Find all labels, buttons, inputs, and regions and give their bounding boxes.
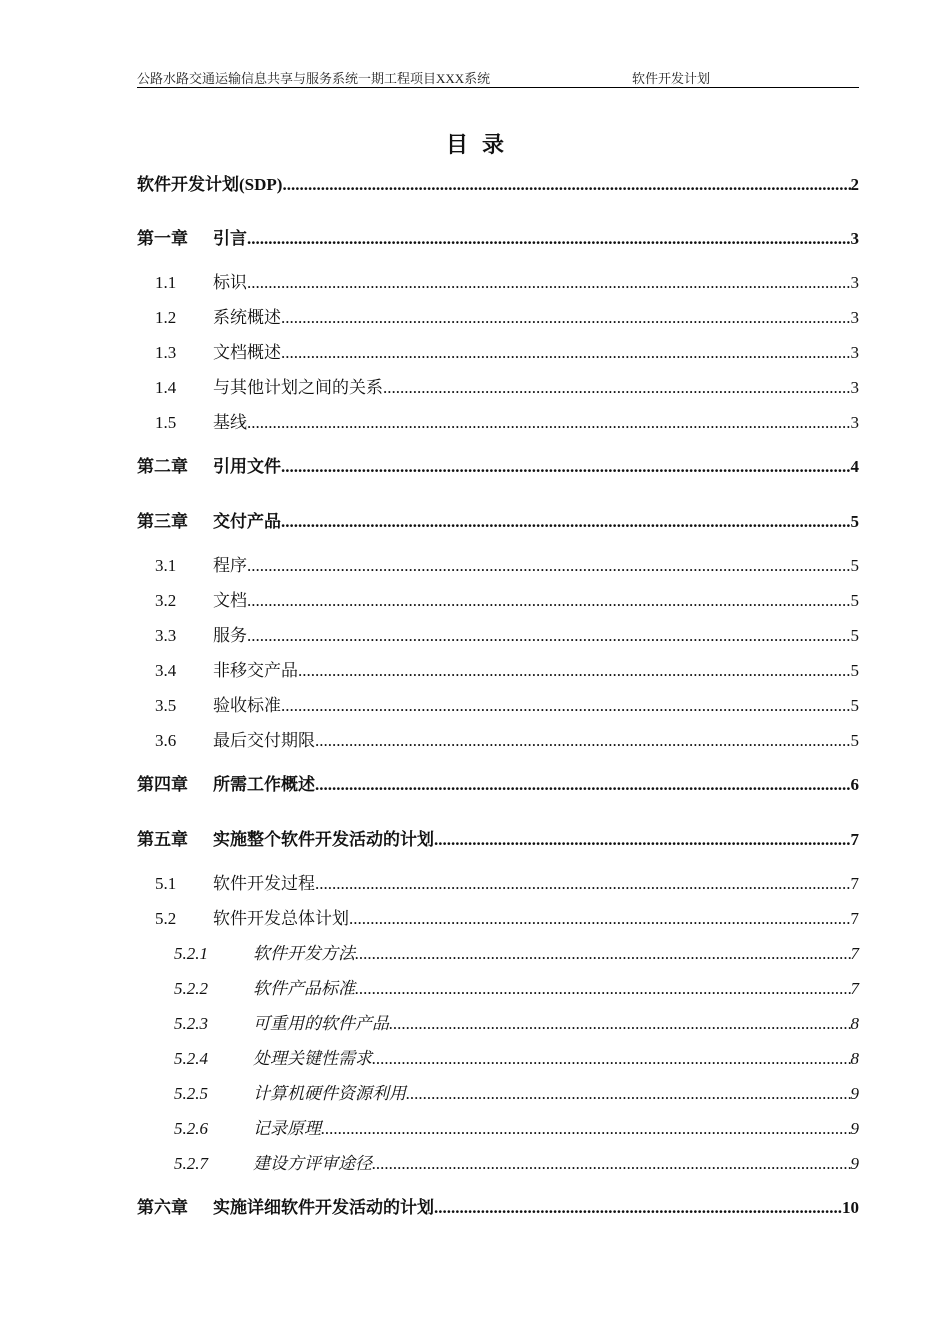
toc-entry-page: 6: [850, 775, 859, 794]
toc-entry[interactable]: [137, 268, 859, 294]
toc-leader-dots: [247, 591, 851, 611]
toc-entry-page: 7: [850, 979, 859, 998]
toc-entry-number: 3.5: [155, 696, 177, 715]
running-header-project: 公路水路交通运输信息共享与服务系统一期工程项目XXX系统: [137, 71, 491, 86]
toc-entry-number: 第五章: [137, 830, 188, 849]
toc-entry-label: 程序: [213, 556, 247, 575]
toc-entry-label: 实施详细软件开发活动的计划: [213, 1198, 434, 1217]
toc-entry-number: 3.4: [155, 661, 177, 680]
toc-entry-label: 系统概述: [213, 308, 281, 327]
toc-entry[interactable]: [137, 303, 859, 329]
toc-entry-number: 1.2: [155, 308, 177, 327]
toc-entry[interactable]: [137, 551, 859, 577]
toc-entry-label: 标识: [213, 273, 247, 292]
toc-entry-label: 引用文件: [213, 457, 281, 476]
toc-title: 目录: [445, 132, 518, 157]
toc-entry-number: 5.2: [155, 909, 177, 928]
toc-entry[interactable]: [137, 691, 859, 717]
toc-entry-number: 第六章: [137, 1198, 188, 1217]
toc-leader-dots: [282, 175, 850, 195]
toc-entry[interactable]: [137, 869, 859, 895]
toc-leader-dots: [247, 556, 851, 576]
toc-entry[interactable]: [137, 770, 859, 796]
toc-entry-number: 第三章: [137, 512, 188, 531]
toc-leader-dots: [434, 1198, 842, 1218]
toc-entry[interactable]: [137, 224, 859, 250]
toc-entry[interactable]: [137, 1009, 859, 1035]
toc-entry[interactable]: [137, 904, 859, 930]
toc-entry-number: 第一章: [137, 229, 188, 248]
toc-entry-label: 文档: [213, 591, 247, 610]
toc-entry-label: 所需工作概述: [213, 775, 315, 794]
toc-entry[interactable]: [137, 1079, 859, 1105]
toc-leader-dots: [281, 696, 851, 716]
toc-leader-dots: [355, 979, 851, 999]
toc-entry-label: 服务: [213, 626, 247, 645]
toc-entry-number: 5.2.4: [174, 1049, 208, 1068]
toc-entry-page: 3: [850, 229, 859, 248]
toc-entry-number: 3.1: [155, 556, 177, 575]
toc-entry-number: 1.5: [155, 413, 177, 432]
toc-entry-page: 8: [850, 1049, 859, 1068]
toc-entry-label: 软件开发总体计划: [213, 909, 349, 928]
header-rule: [137, 87, 859, 88]
toc-leader-dots: [383, 378, 851, 398]
toc-entry-number: 3.3: [155, 626, 177, 645]
toc-entry-page: 5: [850, 661, 859, 680]
toc-entry[interactable]: [137, 1114, 859, 1140]
toc-entry-page: 9: [850, 1084, 859, 1103]
toc-entry[interactable]: [137, 656, 859, 682]
toc-leader-dots: [315, 731, 851, 751]
toc-entry-number: 5.1: [155, 874, 177, 893]
toc-entry-label: 可重用的软件产品: [253, 1014, 389, 1033]
toc-entry-number: 3.6: [155, 731, 177, 750]
toc-entry-label: 与其他计划之间的关系: [213, 378, 383, 397]
toc-entry-page: 5: [850, 731, 859, 750]
toc-entry-page: 7: [850, 944, 859, 963]
toc-entry-number: 1.4: [155, 378, 177, 397]
toc-entry[interactable]: [137, 408, 859, 434]
toc-entry-label: 软件开发计划(SDP): [137, 175, 283, 194]
toc-entry-label: 记录原理: [253, 1119, 321, 1138]
toc-entry[interactable]: [137, 507, 859, 533]
toc-leader-dots: [389, 1014, 851, 1034]
toc-leader-dots: [247, 413, 851, 433]
toc-entry-label: 非移交产品: [213, 661, 298, 680]
toc-leader-dots: [281, 343, 851, 363]
toc-entry-page: 2: [850, 175, 859, 194]
toc-entry-page: 3: [850, 343, 859, 362]
toc-entry-label: 软件开发方法: [253, 944, 355, 963]
toc-entry-number: 5.2.7: [174, 1154, 208, 1173]
toc-entry[interactable]: [137, 1193, 859, 1219]
toc-entry-page: 3: [850, 413, 859, 432]
toc-entry-label: 建设方评审途径: [253, 1154, 372, 1173]
toc-entry-page: 5: [850, 512, 859, 531]
toc-leader-dots: [298, 661, 851, 681]
toc-leader-dots: [406, 1084, 851, 1104]
toc-entry-page: 3: [850, 378, 859, 397]
toc-leader-dots: [315, 775, 851, 795]
toc-entry-page: 7: [850, 874, 859, 893]
toc-entry[interactable]: [137, 452, 859, 478]
toc-entry[interactable]: [137, 939, 859, 965]
toc-entry-number: 5.2.6: [174, 1119, 208, 1138]
toc-leader-dots: [321, 1119, 851, 1139]
toc-entry-page: 8: [850, 1014, 859, 1033]
toc-leader-dots: [247, 626, 851, 646]
toc-entry-page: 5: [850, 626, 859, 645]
toc-entry[interactable]: [137, 170, 859, 196]
toc-leader-dots: [315, 874, 851, 894]
toc-entry-page: 5: [850, 591, 859, 610]
toc-entry-number: 5.2.1: [174, 944, 208, 963]
toc-leader-dots: [281, 457, 851, 477]
toc-leader-dots: [372, 1049, 851, 1069]
toc-entry-label: 基线: [213, 413, 247, 432]
toc-entry-label: 交付产品: [213, 512, 281, 531]
toc-entry-page: 4: [850, 457, 859, 476]
toc-entry-label: 软件开发过程: [213, 874, 315, 893]
toc-entry-label: 引言: [213, 229, 247, 248]
toc-entry-page: 5: [850, 696, 859, 715]
toc-entry-page: 10: [842, 1198, 859, 1217]
toc-entry[interactable]: [137, 586, 859, 612]
toc-entry-page: 7: [850, 909, 859, 928]
toc-entry-number: 5.2.5: [174, 1084, 208, 1103]
toc-entry[interactable]: [137, 825, 859, 851]
toc-entry-number: 第四章: [137, 775, 188, 794]
toc-leader-dots: [247, 273, 851, 293]
toc-entry[interactable]: [137, 621, 859, 647]
toc-leader-dots: [281, 308, 851, 328]
toc-entry-page: 3: [850, 273, 859, 292]
toc-entry-page: 9: [850, 1154, 859, 1173]
toc-entry-label: 实施整个软件开发活动的计划: [213, 830, 434, 849]
toc-leader-dots: [372, 1154, 851, 1174]
toc-entry[interactable]: [137, 1044, 859, 1070]
toc-entry[interactable]: [137, 726, 859, 752]
toc-leader-dots: [281, 512, 851, 532]
toc-entry[interactable]: [137, 373, 859, 399]
toc-leader-dots: [434, 830, 851, 850]
toc-entry-number: 第二章: [137, 457, 188, 476]
toc-entry-page: 9: [850, 1119, 859, 1138]
toc-entry-page: 7: [850, 830, 859, 849]
toc-entry-label: 验收标准: [213, 696, 281, 715]
toc-leader-dots: [247, 229, 851, 249]
toc-entry-number: 1.1: [155, 273, 177, 292]
toc-entry-number: 5.2.3: [174, 1014, 208, 1033]
toc-entry-number: 3.2: [155, 591, 177, 610]
toc-entry-number: 1.3: [155, 343, 177, 362]
running-header-doc-title: 软件开发计划: [632, 71, 711, 86]
toc-entry-label: 软件产品标准: [253, 979, 355, 998]
toc-entry[interactable]: [137, 1149, 859, 1175]
toc-entry-page: 3: [850, 308, 859, 327]
toc-entry-page: 5: [850, 556, 859, 575]
toc-entry-label: 处理关键性需求: [253, 1049, 372, 1068]
toc-entry-number: 5.2.2: [174, 979, 208, 998]
toc-entry[interactable]: [137, 338, 859, 364]
toc-leader-dots: [355, 944, 851, 964]
toc-entry-label: 计算机硬件资源利用: [253, 1084, 406, 1103]
toc-entry[interactable]: [137, 974, 859, 1000]
toc-entry-label: 文档概述: [213, 343, 281, 362]
toc-entry-label: 最后交付期限: [213, 731, 315, 750]
toc-leader-dots: [349, 909, 851, 929]
